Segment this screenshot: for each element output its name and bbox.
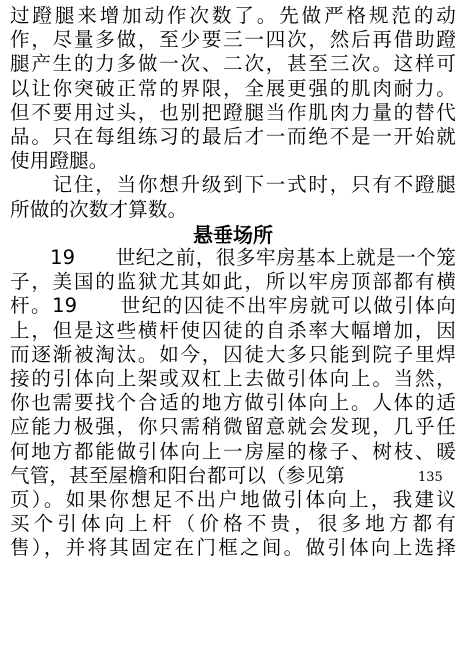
body-text-line: 腿产生的力多做一次、二次，甚至三次。这样可 bbox=[10, 52, 456, 76]
body-text-line: 作，尽量多做，至少要三一四次，然后再借助蹬 bbox=[10, 28, 456, 52]
body-text-line: 但不要用过头，也别把蹬腿当作肌肉力量的替代 bbox=[10, 100, 456, 124]
body-text-line: 19 世纪之前，很多牢房基本上就是一个笼 bbox=[10, 246, 456, 269]
body-text-line: 所做的次数才算数。 bbox=[10, 197, 188, 221]
body-text-line: 以让你突破正常的界限，全展更强的肌肉耐力。 bbox=[10, 76, 456, 100]
body-text-line: 子，美国的监狱尤其如此，所以牢房顶部都有横 bbox=[10, 270, 456, 294]
body-text-line: 售），并将其固定在门框之间。做引体向上选择 bbox=[10, 536, 456, 560]
body-text-line: 上，但是这些横杆使囚徒的自杀率大幅增加，因 bbox=[10, 318, 456, 342]
body-text-line: 何地方都能做引体向上一房屋的椽子、树枝、暖 bbox=[10, 439, 456, 463]
body-text-line: 接的引体向上架或双杠上去做引体向上。当然， bbox=[10, 367, 456, 390]
body-text-line: 使用蹬腿。 bbox=[10, 149, 109, 173]
body-text-line: 你也需要找个合适的地方做引体向上。人体的适 bbox=[10, 391, 456, 415]
body-text-line: 页）。如果你想足不出户地做引体向上，我建议 bbox=[10, 488, 456, 511]
body-text-line: 过蹬腿来增加动作次数了。先做严格规范的动 bbox=[10, 4, 456, 27]
body-text-line: 品。只在每组练习的最后才一而绝不是一开始就 bbox=[10, 125, 456, 148]
body-text-line: 气管，甚至屋檐和阳台都可以（参见第 bbox=[10, 463, 345, 487]
body-text-line: 应能力极强，你只需稍微留意就会发现，几乎任 bbox=[10, 415, 456, 439]
body-text-line: 而逐渐被淘汰。如今，囚徒大多只能到院子里焊 bbox=[10, 342, 456, 366]
page-number: 135 bbox=[418, 469, 443, 485]
body-text-line: 记住，当你想升级到下一式时，只有不蹬腿 bbox=[10, 173, 456, 197]
body-text-line: 杆。19 世纪的囚徒不出牢房就可以做引体向 bbox=[10, 294, 456, 318]
section-heading: 悬垂场所 bbox=[193, 222, 273, 247]
body-text-line: 买个引体向上杆（价格不贵，很多地方都有 bbox=[10, 512, 456, 536]
